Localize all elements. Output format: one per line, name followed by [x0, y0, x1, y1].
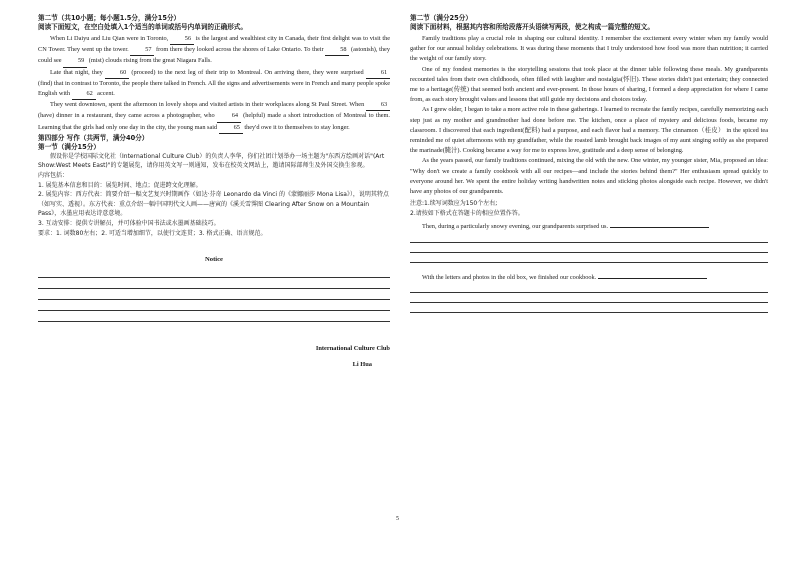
answer-line [38, 300, 390, 311]
task-line: 3. 互动安排：提供专讲解员，并可体验中国书法或水墨画基础技巧。 [38, 219, 220, 227]
story-paragraph: Family traditions play a crucial role in shaping our cultural identity. I remember the excitement every winter when my family would gather for our annual holiday celebrations. It was during these moments that I truly understood how food was more than nutrition; it carried the weight of our family story. [410, 35, 768, 63]
left-column [38, 14, 390, 370]
part4-title: 第四部分 写作（共两节，满分40分） [38, 133, 149, 142]
task-line: 内容包括： [38, 172, 69, 180]
answer-lines-right-1 [410, 233, 768, 263]
blank-number: 57 [130, 45, 154, 56]
continuation-title: 第二节（满分25分） [410, 14, 472, 22]
blank-number: 59 [63, 56, 87, 67]
answer-line [410, 243, 768, 253]
task-line: 假设你是学校国际文化社（International Culture Club）的负责人李华，你们社团计划举办一场主题为"东西方绘画对话"(Art Show:West Meets East)"的专题展览，请你用英文写一则通知，发布在校英文网站上，邀请国际部师生及外国交换生参观。 [38, 152, 385, 170]
section2-instructions: 阅读下面短文，在空白处填入1个适当的单词或括号内单词的正确形式。 [38, 23, 247, 31]
blank-number: 58 [325, 45, 349, 56]
task-line: 2. 展览内容：西方代表：简要介绍一幅文艺复兴时期画作（如达·芬奇 Leonardo da Vinci 的《蒙娜丽莎 Mona Lisa》），说明其特点（如写实、透视）。东方代表：重点介绍一幅中国明代文人画——唐寅的《溪关雪霁图 Clearing After Snow on a Mountain Pass》，水墨应用表达诗意意境。 [38, 191, 389, 218]
passage-paragraph: They went downtown, spent the afternoon in lovely shops and visited artists in their workplaces along St Paul Street. When 63 (have) dinner in a restaurant, they came across a photographer, who 64 (helpful) made a short introduction of Montreal to them. Learning that the girls had only one day in the city, the young man said 65 they'd owe it to themselves to stay longer. [38, 100, 390, 134]
continuation-instructions: 阅读下面材料，根据其内容和所给段落开头语续写两段，使之构成一篇完整的短文。 [410, 23, 654, 31]
answer-lines-right-2 [410, 283, 768, 313]
answer-line [410, 283, 768, 293]
blank-number: 61 [366, 68, 390, 79]
prompt-text: With the letters and photos in the old box, we finished our cookbook. [422, 273, 597, 281]
story-paragraph: As I grew older, I began to take a more active role in these gatherings. I learned to recreate the family recipes, carefully memorizing each step just as my mother and grandmother had done before me. The kitchen, once a place of mystery and delicious foods, became my classroom. I discovered that each ingredient(配料) had a purpose, and each flavor had a memory. The cinnamon（桂皮） in the spiced tea reminded me of quiet afternoons with my grandfather, while the roasted lamb brought back images of my aunt singing softly as she prepared the marinade(腌汁). Cooking became a way for me to express love, gratitude and a deep sense of belonging. [410, 106, 768, 155]
blank-number: 62 [72, 89, 96, 100]
answer-line [38, 278, 390, 289]
note-line: 注意:1.续写词数应为150个左右; [410, 200, 498, 208]
signature-club: International Culture Club [315, 345, 390, 353]
prompt-first [410, 222, 768, 232]
notice-heading: Notice [205, 256, 223, 264]
signature-name: Li Hua [352, 361, 372, 369]
answer-line [38, 267, 390, 278]
section2-title: 第二节（共10小题；每小题1.5分，满分15分） [38, 14, 181, 22]
answer-line [410, 253, 768, 263]
answer-line [410, 303, 768, 313]
blank-number: 64 [217, 111, 241, 122]
note-line: 2.请按如下格式在答题卡的相应位置作答。 [410, 209, 524, 217]
prompt-text: Then, during a particularly snowy evening, our grandparents surprised us. [422, 223, 609, 231]
blank-number: 63 [366, 100, 390, 111]
story-paragraph: As the years passed, our family traditions continued, mixing the old with the new. One winter, my younger sister, Mia, proposed an idea: "Why don't we create a family cookbook with all our recipes—and include the stories behind them?" Her enthusiasm spread quickly to everyone around her. We spent the entire holiday writing handwritten notes and sticking photos alongside each recipe. However, we didn't have any photos of our grandparents. [410, 157, 768, 196]
section1-title: 第一节（满分15分） [38, 142, 100, 151]
answer-lines [38, 267, 390, 322]
blank-number: 60 [105, 68, 129, 79]
blank-number: 65 [219, 123, 243, 134]
story-paragraph: One of my fondest memories is the storytelling sessions that took place at the dinner table following these meals. My grandparents recounted tales from their own childhoods, often filled with laughter and nostalgia(怀旧). These stories didn't just entertain; they connected me to a heritage(传统) that seemed both ancient and ever-present. In those hours of sharing, I formed a deep appreciation for where I came from, as each story brought values and lessons that still guide my decisions and choices today. [410, 65, 768, 104]
answer-line [410, 233, 768, 243]
answer-line [38, 311, 390, 322]
passage-paragraph: When Li Daiyu and Liu Qian were in Toronto, 56 is the largest and wealthiest city in Canada, their first delight was to visit the CN Tower. They went up the tower. 57 from there they looked across the shores of Lake Ontario. To their 58 (astonish), they could see 59 (mist) clouds rising from the great Niagara Falls. [38, 34, 390, 68]
page-number: 5 [396, 516, 399, 522]
answer-line [38, 289, 390, 300]
writing-task [38, 152, 390, 238]
passage-paragraph: Late that night, they 60 (proceed) to the next leg of their trip to Montreal. On arriving there, they were surprised 61 (find) that in contrast to Toronto, the people there talked in French. All the signs and advertisements were in French and many people spoke English with 62 accent. [38, 68, 390, 101]
prompt-second [410, 273, 768, 283]
answer-line [410, 293, 768, 303]
task-line: 1. 展览基本信息和目的：展览时间、地点；促进跨文化理解。 [38, 181, 202, 189]
task-line: 要求：1. 词数80左右；2. 可适当增加细节，以使行文连贯；3. 格式正确、语言规范。 [38, 229, 267, 237]
right-column [410, 14, 768, 313]
blank-number: 56 [170, 34, 194, 45]
